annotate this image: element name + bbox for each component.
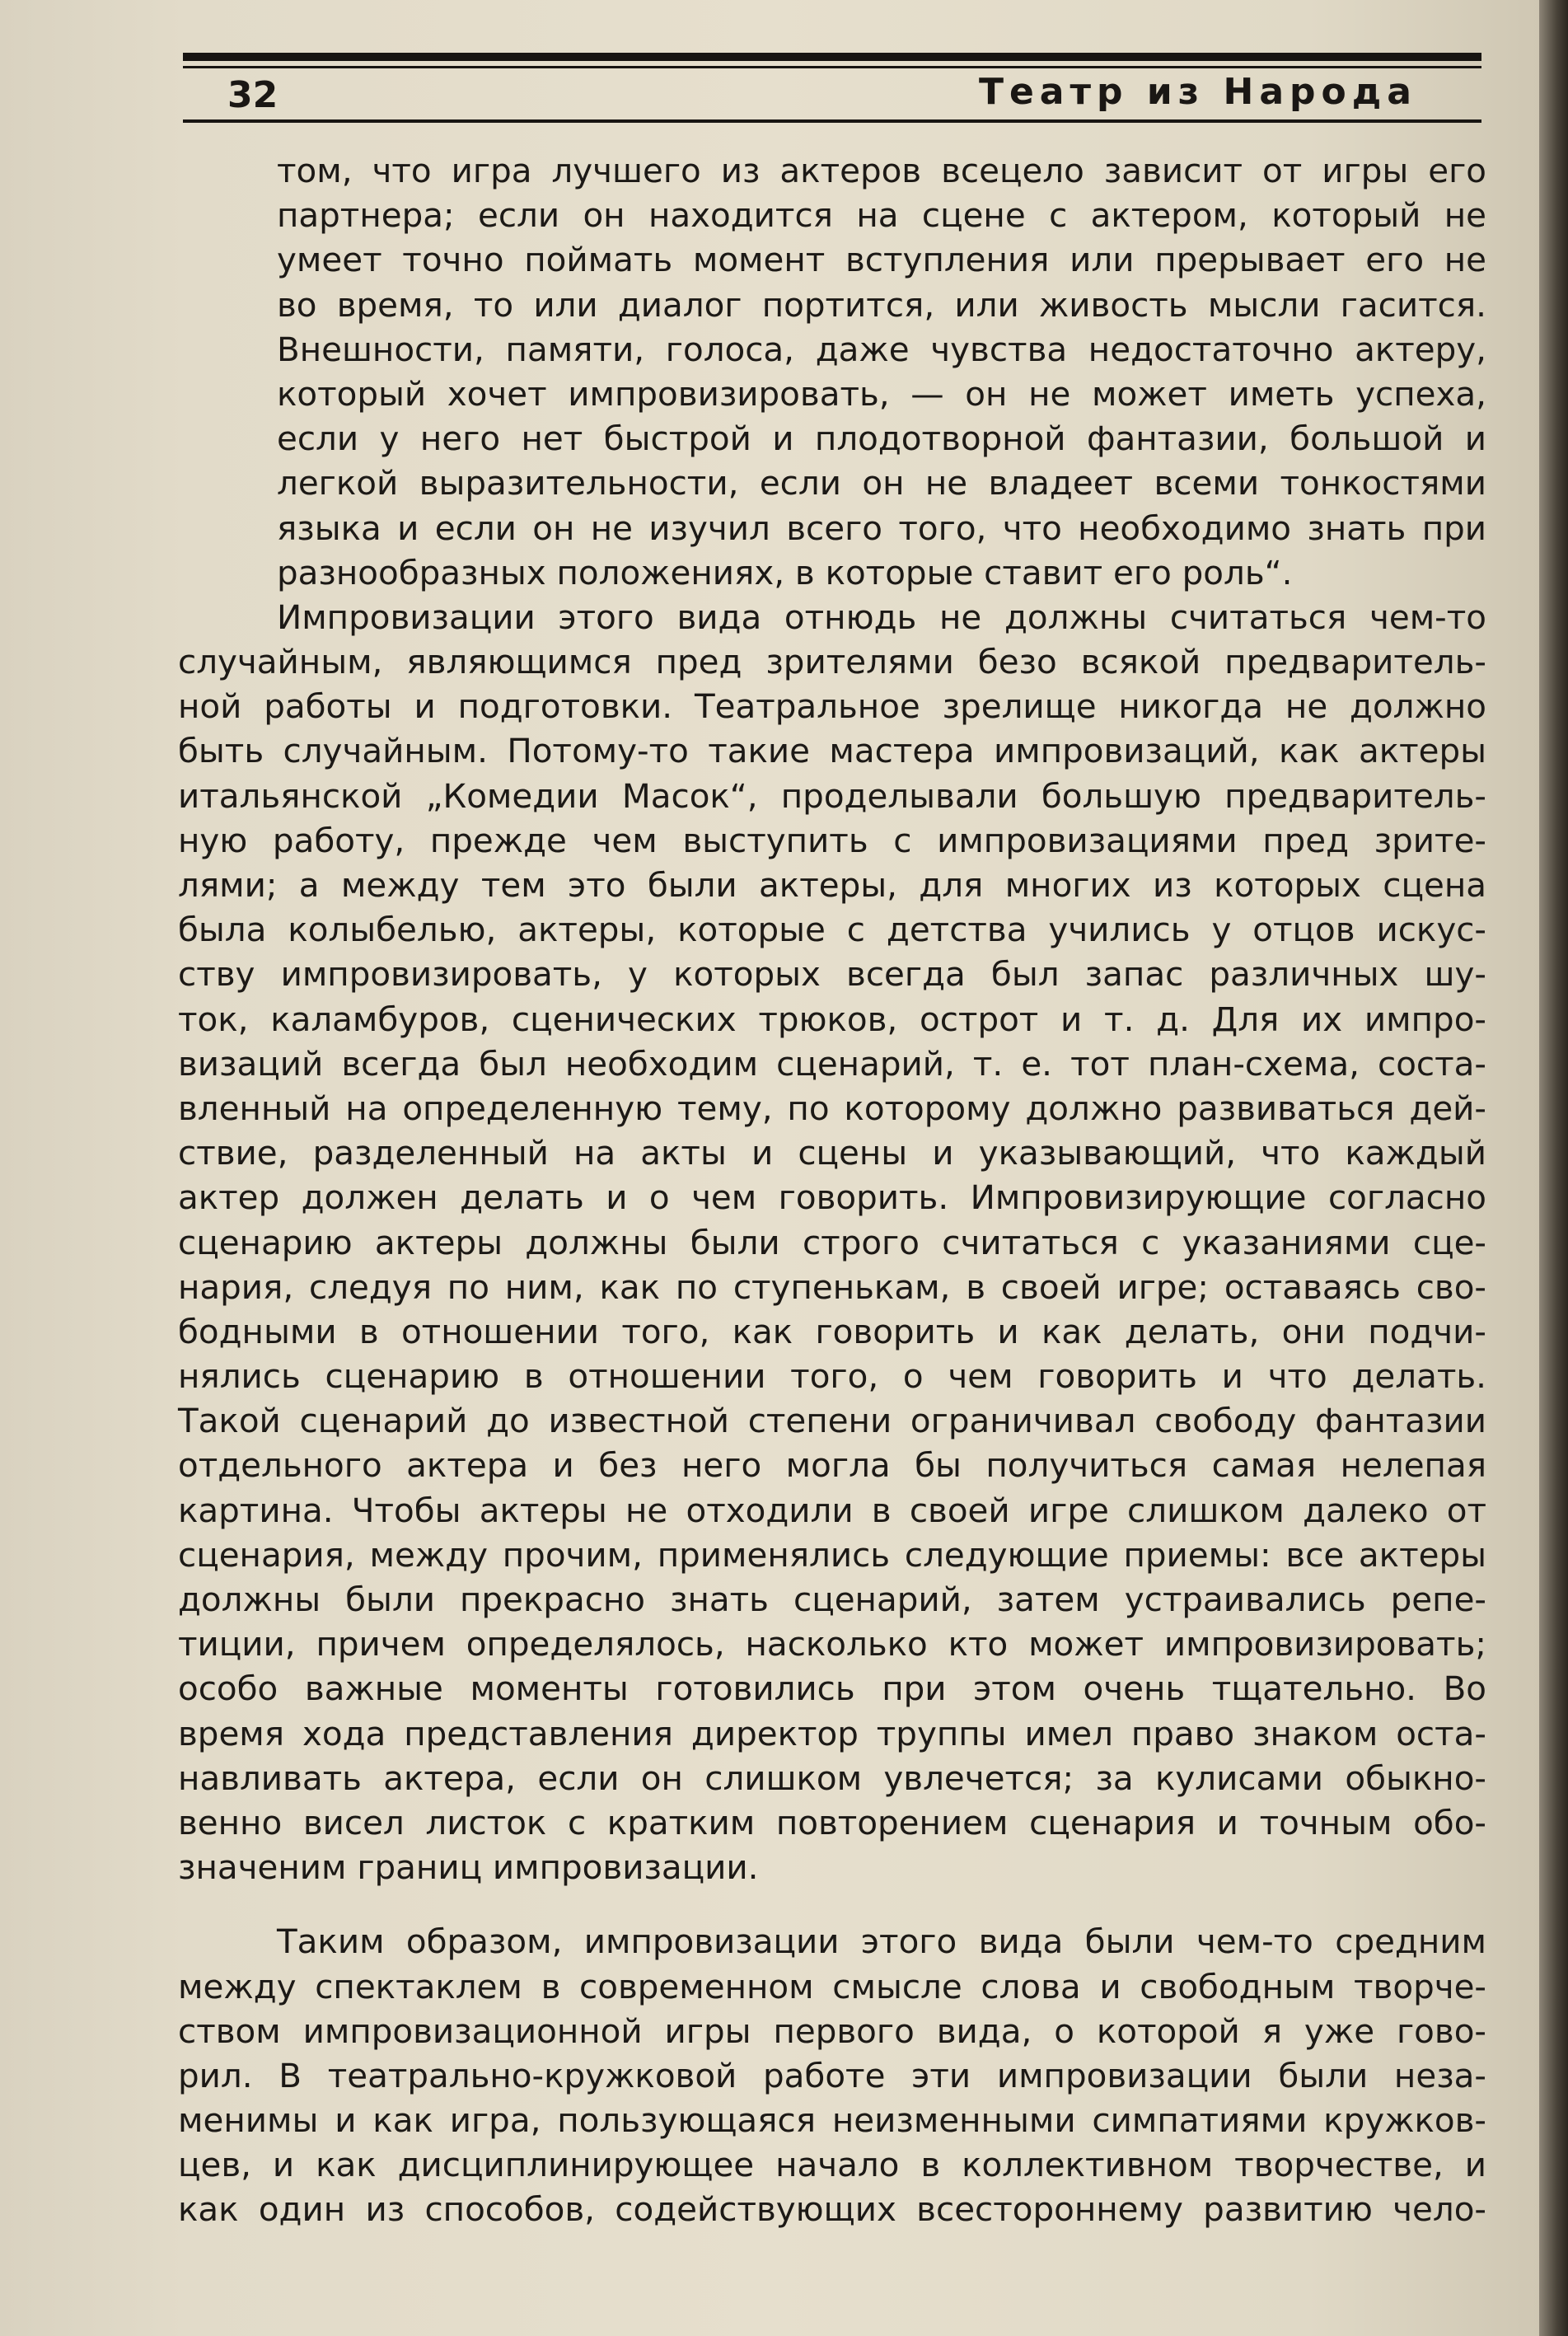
text-line: между спектаклем в современном смысле слова и свободным творче-	[178, 1966, 1486, 2006]
text-line: должны были прекрасно знать сценарий, затем устраивались репе-	[178, 1580, 1486, 1619]
text-line: ством импровизационной игры первого вида, о которой я уже гово-	[178, 2011, 1486, 2051]
paragraph-first-line: Таким образом, импровизации этого вида были чем-то средним	[277, 1922, 1486, 1962]
text-line: нария, следуя по ним, как по ступенькам, в своей игре; оставаясь сво-	[178, 1266, 1486, 1307]
text-line: венно висел листок с кратким повторением сценария и точным обо-	[178, 1802, 1486, 1842]
text-line: нялись сценарию в отношении того, о чем говорить и что делать.	[178, 1356, 1486, 1397]
text-line: бодными в отношении того, как говорить и как делать, они подчи-	[178, 1311, 1486, 1351]
text-line: рил. В театрально-кружковой работе эти импровизации были неза-	[178, 2055, 1486, 2095]
text-line: Такой сценарий до известной степени ограничивал свободу фантазии	[178, 1401, 1486, 1441]
paragraph-first-line: Импровизации этого вида отнюдь не должны считаться чем-то	[277, 597, 1486, 637]
text-line: особо важные моменты готовились при этом очень тщательно. Во	[178, 1669, 1486, 1709]
text-line: лями; а между тем это были актеры, для многих из которых сцена	[178, 865, 1486, 905]
text-line: ную работу, прежде чем выступить с импровизациями пред зрите-	[178, 820, 1486, 860]
text-line: отдельного актера и без него могла бы получиться самая нелепая	[178, 1445, 1486, 1486]
text-line: тиции, причем определялось, насколько кто может импровизировать;	[178, 1624, 1486, 1664]
text-line: партнера; если он находится на сцене с актером, который не	[277, 195, 1486, 236]
text-line: визаций всегда был необходим сценарий, т. е. тот план-схема, соста-	[178, 1043, 1486, 1084]
text-line: время хода представления директор труппы имел право знаком оста-	[178, 1713, 1486, 1753]
body-text	[178, 148, 1486, 2232]
text-line: том, что игра лучшего из актеров всецело зависит от игры его	[277, 151, 1486, 190]
text-line: итальянской „Комедии Масок“, проделывали большую предваритель-	[178, 775, 1486, 816]
page-edge-shadow	[1539, 0, 1568, 2336]
text-line: навливать актера, если он слишком увлечется; за кулисами обыкно-	[178, 1758, 1486, 1798]
text-line: если у него нет быстрой и плодотворной фантазии, большой и	[277, 419, 1486, 459]
text-line: менимы и как игра, пользующаяся неизменными симпатиями кружков-	[178, 2100, 1486, 2141]
running-title: Театр из Народа	[978, 71, 1417, 113]
text-line: разнообразных положениях, в которые ставит его роль“.	[277, 552, 1293, 592]
text-line: была колыбелью, актеры, которые с детства учились у отцов искус-	[178, 910, 1486, 950]
text-line: умеет точно поймать момент вступления или прерывает его не	[277, 240, 1486, 280]
text-line: цев, и как дисциплинирующее начало в коллективном творчестве, и	[178, 2145, 1486, 2185]
text-line: быть случайным. Потому-то такие мастера импровизаций, как актеры	[178, 731, 1486, 771]
text-line: сценарию актеры должны были строго считаться с указаниями сце-	[178, 1222, 1486, 1262]
text-line: случайным, являющимся пред зрителями безо всякой предваритель-	[178, 642, 1486, 682]
text-line: значеним границ импровизации.	[178, 1847, 759, 1888]
text-line: ной работы и подготовки. Театральное зрелище никогда не должно	[178, 686, 1486, 727]
text-line: языка и если он не изучил всего того, что необходимо знать при	[277, 508, 1486, 548]
header-rule-thin	[183, 66, 1481, 68]
text-line: как один из способов, содействующих всестороннему развитию чело-	[178, 2189, 1486, 2230]
text-line: Внешности, памяти, голоса, даже чувства недостаточно актеру,	[277, 329, 1486, 369]
page-number: 32	[227, 74, 278, 116]
header-rule-bottom	[183, 119, 1481, 123]
text-line: ток, каламбуров, сценических трюков, острот и т. д. Для их импро-	[178, 999, 1486, 1039]
text-line: сценария, между прочим, применялись следующие приемы: все актеры	[178, 1534, 1486, 1575]
text-line: который хочет импровизировать, — он не может иметь успеха,	[277, 373, 1486, 414]
text-line: ствие, разделенный на акты и сцены и указывающий, что каждый	[178, 1133, 1486, 1173]
text-line: актер должен делать и о чем говорить. Импровизирующие согласно	[178, 1177, 1486, 1218]
text-line: ству импровизировать, у которых всегда был запас различных шу-	[178, 954, 1486, 995]
header-rule-thick	[183, 53, 1481, 61]
text-line: вленный на определенную тему, по которому должно развиваться дей-	[178, 1088, 1486, 1128]
text-line: картина. Чтобы актеры не отходили в своей игре слишком далеко от	[178, 1490, 1486, 1530]
text-line: во время, то или диалог портится, или живость мысли гасится.	[277, 284, 1486, 325]
text-line: легкой выразительности, если он не владеет всеми тонкостями	[277, 463, 1486, 503]
